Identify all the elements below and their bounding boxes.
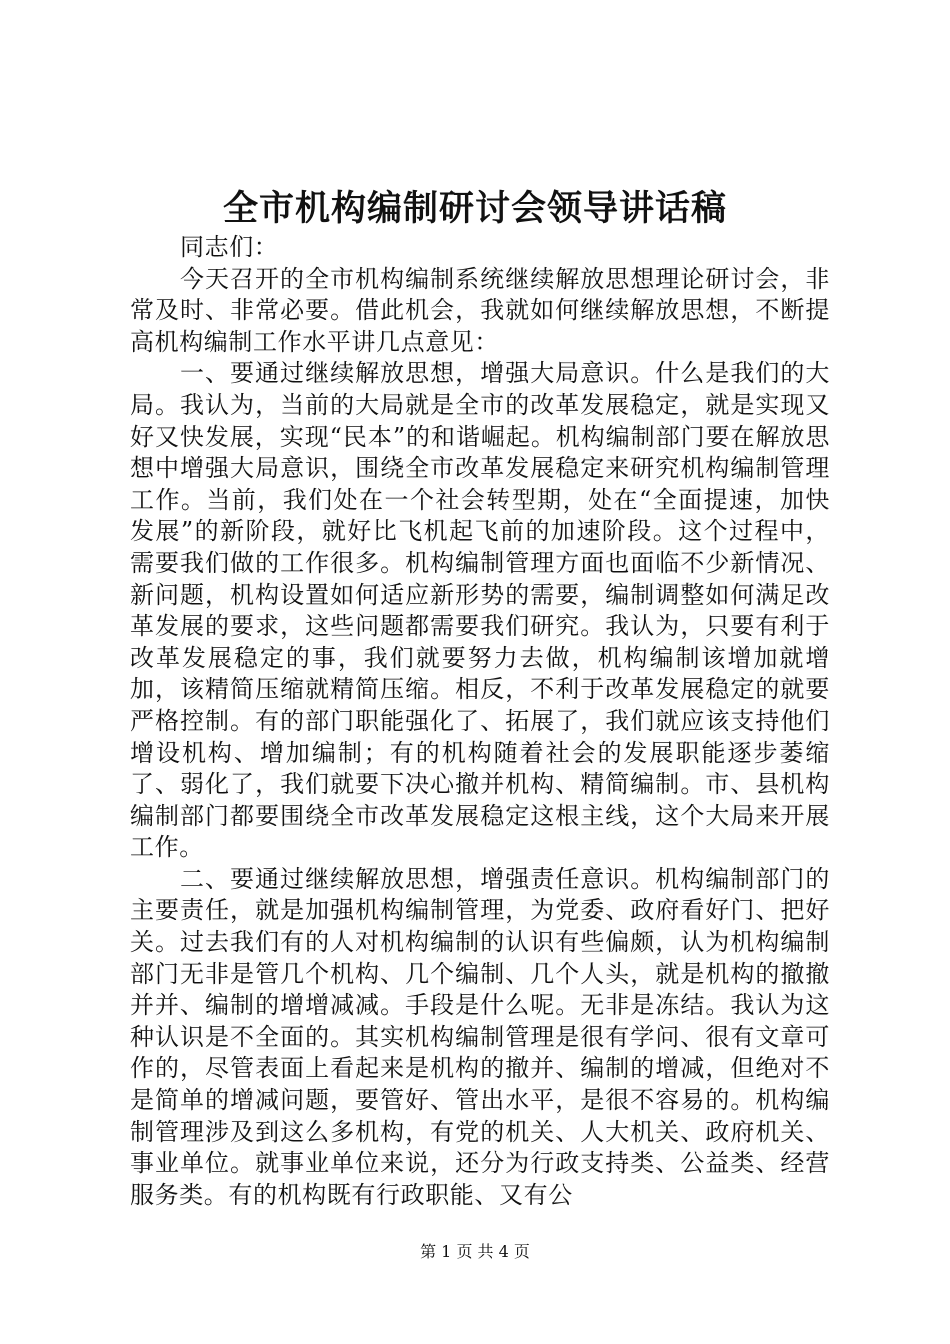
paragraph-intro: 今天召开的全市机构编制系统继续解放思想理论研讨会，非常及时、非常必要。借此机会，我就如何继续解放思想，不断提高机构编制工作水平讲几点意见： [130,264,830,356]
page-number-footer: 第 1 页 共 4 页 [420,1242,530,1261]
salutation: 同志们： [180,233,279,261]
paragraph-section-one: 一、要通过继续解放思想，增强大局意识。什么是我们的大局。我认为，当前的大局就是全市的改革发展稳定，就是实现又好又快发展，实现“民本”的和谐崛起。机构编制部门要在解放思想中增强大局意识，围绕全市改革发展稳定来研究机构编制管理工作。当前，我们处在一个社会转型期，处在“全面提速，加快发展”的新阶段，就好比飞机起飞前的加速阶段。这个过程中，需要我们做的工作很多。机构编制管理方面也面临不少新情况、新问题，机构设置如何适应新形势的需要，编制调整如何满足改革发展的要求，这些问题都需要我们研究。我认为，只要有利于改革发展稳定的事，我们就要努力去做，机构编制该增加就增加，该精简压缩就精简压缩。相反，不利于改革发展稳定的就要严格控制。有的部门职能强化了、拓展了，我们就应该支持他们增设机构、增加编制；有的机构随着社会的发展职能逐步萎缩了、弱化了，我们就要下决心撤并机构、精简编制。市、县机构编制部门都要围绕全市改革发展稳定这根主线，这个大局来开展工作。 [130,359,830,862]
paragraph-section-two: 二、要通过继续解放思想，增强责任意识。机构编制部门的主要责任，就是加强机构编制管理，为党委、政府看好门、把好关。过去我们有的人对机构编制的认识有些偏颇，认为机构编制部门无非是管几个机构、几个编制、几个人头，就是机构的撤撤并并、编制的增增减减。手段是什么呢。无非是冻结。我认为这种认识是不全面的。其实机构编制管理是很有学问、很有文章可作的，尽管表面上看起来是机构的撤并、编制的增减，但绝对不是简单的增减问题，要管好、管出水平，是很不容易的。机构编制管理涉及到这么多机构，有党的机关、人大机关、政府机关、事业单位。就事业单位来说，还分为行政支持类、公益类、经营服务类。有的机构既有行政职能、又有公 [130,864,830,1209]
document-title: 全市机构编制研讨会领导讲话稿 [222,188,727,229]
document-body [130,232,830,1211]
